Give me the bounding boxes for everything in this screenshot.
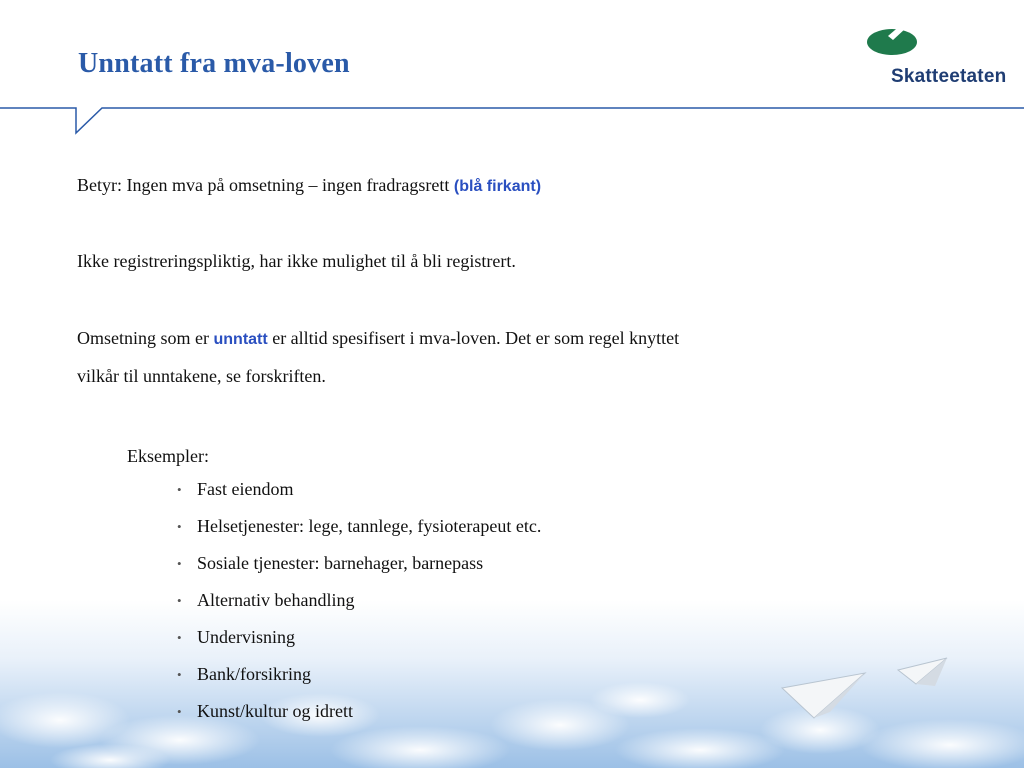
paragraph-1-text: Betyr: Ingen mva på omsetning – ingen fradragsrett <box>77 175 454 195</box>
logo-wordmark: Skatteetaten <box>891 66 1007 87</box>
paragraph-3: Omsetning som er unntatt er alltid spesifisert i mva-loven. Det er som regel knyttet vilkår til unntakene, se forskriften. <box>77 328 680 386</box>
paragraph-1 <box>77 170 837 202</box>
list-item: • Kunst/kultur og idrett <box>177 693 837 730</box>
examples-list <box>127 471 837 730</box>
paragraph-3-highlight: unntatt <box>213 331 268 348</box>
list-item: • Helsetjenester: lege, tannlege, fysioterapeut etc. <box>177 508 837 545</box>
paragraph-2: Ikke registreringspliktig, har ikke mulighet til å bli registrert. <box>77 251 516 271</box>
list-item: • Alternativ behandling <box>177 582 837 619</box>
list-item: • Fast eiendom <box>177 471 837 508</box>
examples-section <box>77 441 837 730</box>
slide-title: Unntatt fra mva-loven <box>78 48 350 79</box>
examples-label: Eksempler: <box>127 446 209 466</box>
list-item: • Sosiale tjenester: barnehager, barnepass <box>177 545 837 582</box>
paragraph-1-highlight: (blå firkant) <box>453 178 542 195</box>
list-item: • Bank/forsikring <box>177 656 837 693</box>
list-item: • Undervisning <box>177 619 837 656</box>
slide-body <box>77 170 837 730</box>
